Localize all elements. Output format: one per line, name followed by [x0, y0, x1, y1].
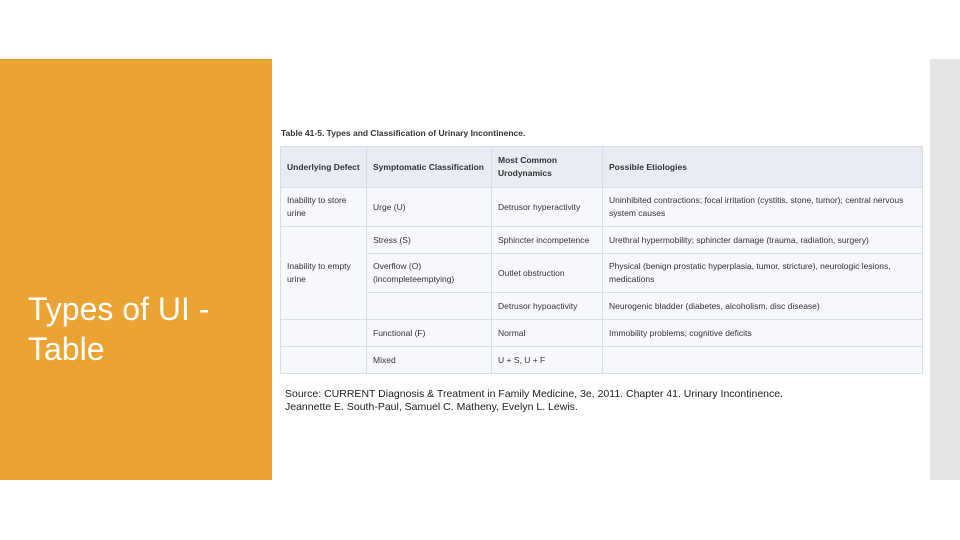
cell-classification: Mixed	[367, 347, 492, 374]
cell-etiologies: Urethral hypermobility; sphincter damage (trauma, radiation, surgery)	[603, 227, 923, 254]
source-line-1: Source: CURRENT Diagnosis & Treatment in Family Medicine, 3e, 2011. Chapter 41. Urinary Incontinence.	[285, 388, 784, 400]
cell-urodynamics: U + S, U + F	[492, 347, 603, 374]
cell-urodynamics: Sphincter incompetence	[492, 227, 603, 254]
header-underlying-defect: Underlying Defect	[281, 147, 367, 188]
cell-classification: Functional (F)	[367, 320, 492, 347]
cell-defect	[281, 320, 367, 347]
cell-etiologies: Uninhibited contractions; focal irritation (cystitis, stone, tumor); central nervous system causes	[603, 188, 923, 227]
table-header-row	[281, 147, 923, 188]
cell-classification: Overflow (O) (incompleteemptying)	[367, 254, 492, 293]
cell-classification: Stress (S)	[367, 227, 492, 254]
cell-urodynamics: Detrusor hypoactivity	[492, 293, 603, 320]
source-citation	[285, 388, 885, 414]
cell-etiologies: Physical (benign prostatic hyperplasia, tumor, stricture), neurologic lesions, medications	[603, 254, 923, 293]
table-row	[281, 293, 923, 320]
table-row	[281, 188, 923, 227]
header-urodynamics: Most Common Urodynamics	[492, 147, 603, 188]
cell-defect	[281, 347, 367, 374]
right-edge-bar	[930, 59, 960, 480]
cell-etiologies: Immobility problems; cognitive deficits	[603, 320, 923, 347]
cell-urodynamics: Outlet obstruction	[492, 254, 603, 293]
cell-defect: Inability to store urine	[281, 188, 367, 227]
table-caption: Table 41-5. Types and Classification of Urinary Incontinence.	[281, 128, 526, 138]
cell-classification	[367, 293, 492, 320]
cell-etiologies	[603, 347, 923, 374]
cell-etiologies: Neurogenic bladder (diabetes, alcoholism, disc disease)	[603, 293, 923, 320]
source-line-2: Jeannette E. South-Paul, Samuel C. Matheny, Evelyn L. Lewis.	[285, 401, 578, 413]
cell-urodynamics: Normal	[492, 320, 603, 347]
table-row	[281, 227, 923, 254]
table-row	[281, 347, 923, 374]
cell-classification: Urge (U)	[367, 188, 492, 227]
header-etiologies: Possible Etiologies	[603, 147, 923, 188]
table-row	[281, 254, 923, 293]
incontinence-table	[280, 146, 923, 374]
title-panel	[0, 59, 272, 480]
cell-defect: Inability to empty urine	[281, 227, 367, 320]
header-symptomatic-classification: Symptomatic Classification	[367, 147, 492, 188]
table-row	[281, 320, 923, 347]
slide-title: Types of UI - Table	[28, 291, 210, 367]
cell-urodynamics: Detrusor hyperactivity	[492, 188, 603, 227]
